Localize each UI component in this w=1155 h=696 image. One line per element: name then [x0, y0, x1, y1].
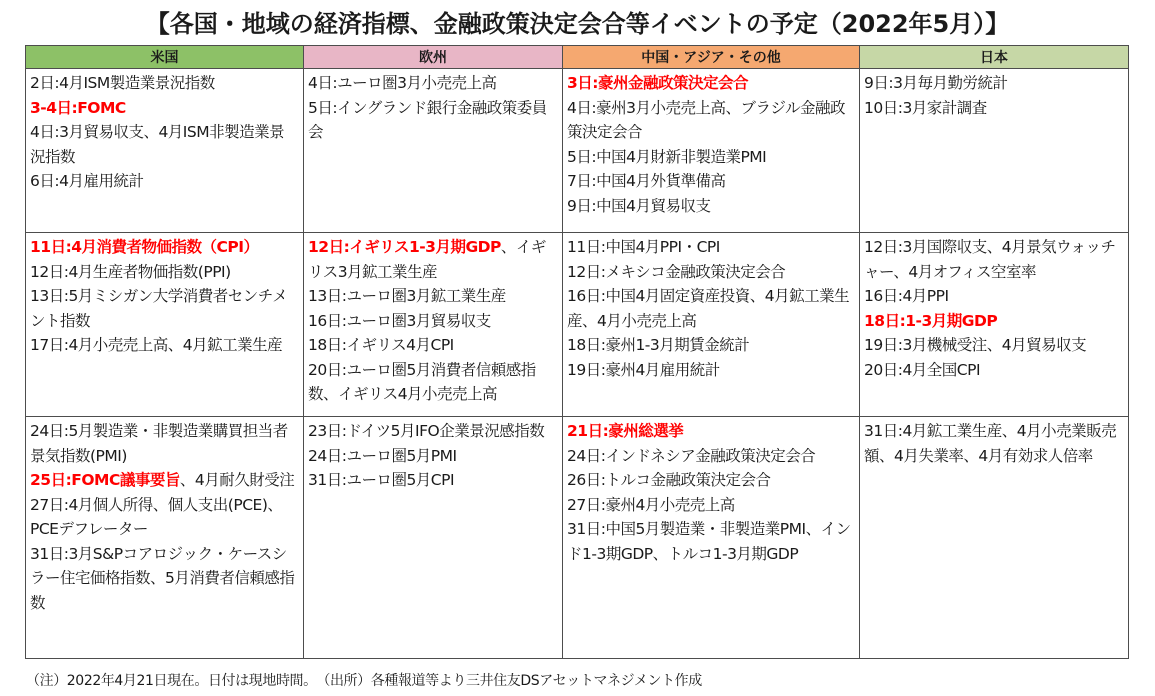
event-item: 21日:豪州総選挙 [567, 422, 684, 440]
event-item: 11日:中国4月PPI・CPI [567, 238, 720, 256]
event-item: 23日:ドイツ5月IFO企業景況感指数 [308, 422, 545, 440]
event-cell [563, 233, 860, 417]
event-cell [304, 233, 563, 417]
event-item: 24日:ユーロ圏5月PMI [308, 446, 457, 465]
event-cell [26, 233, 304, 417]
event-text: 、イギリス3月鉱工業生産 [308, 238, 546, 281]
event-item [308, 235, 558, 284]
table-row [26, 417, 1129, 659]
event-item: 31日:4月鉱工業生産、4月小売業販売額、4月失業率、4月有効求人倍率 [864, 422, 1117, 465]
event-item: 19日:3月機械受注、4月貿易収支 [864, 336, 1087, 354]
event-item: 18日:豪州1-3月期賃金統計 [567, 336, 750, 354]
column-header-europe: 欧州 [304, 46, 563, 69]
event-schedule-table [25, 45, 1129, 659]
event-cell [860, 417, 1129, 659]
event-item: 18日:1-3月期GDP [864, 311, 998, 330]
column-header-us: 米国 [26, 46, 304, 69]
event-text: 、4月耐久財受注 [179, 471, 295, 489]
event-item: 20日:4月全国CPI [864, 360, 981, 379]
event-item: 24日:インドネシア金融政策決定会合 [567, 446, 816, 465]
event-item: 16日:中国4月固定資産投資、4月鉱工業生産、4月小売売上高 [567, 287, 850, 330]
event-cell [563, 417, 860, 659]
event-item: 27日:豪州4月小売売上高 [567, 495, 735, 514]
header-row [26, 46, 1129, 69]
event-item: 12日:メキシコ金融政策決定会合 [567, 262, 786, 281]
event-item: 4日:ユーロ圏3月小売売上高 [308, 74, 497, 92]
event-item: 12日:4月生産者物価指数(PPI) [30, 262, 231, 281]
table-row [26, 233, 1129, 417]
event-item: 31日:ユーロ圏5月CPI [308, 471, 455, 489]
event-item: 27日:4月個人所得、個人支出(PCE)、PCEデフレーター [30, 495, 283, 538]
column-header-china-asia-other: 中国・アジア・その他 [563, 46, 860, 69]
event-item: 17日:4月小売売上高、4月鉱工業生産 [30, 336, 283, 354]
event-item: 26日:トルコ金融政策決定会合 [567, 471, 771, 489]
event-cell [26, 417, 304, 659]
event-item: 19日:豪州4月雇用統計 [567, 360, 720, 379]
page-title: 【各国・地域の経済指標、金融政策決定会合等イベントの予定（2022年5月）】 [145, 10, 1010, 38]
event-cell [860, 233, 1129, 417]
event-cell [304, 417, 563, 659]
event-cell [304, 69, 563, 233]
event-item: 31日:中国5月製造業・非製造業PMI、インド1-3期GDP、トルコ1-3月期GDP [567, 520, 851, 563]
event-item: 3日:豪州金融政策決定会合 [567, 74, 748, 92]
event-item [30, 468, 299, 493]
event-item: 3-4日:FOMC [30, 98, 126, 117]
event-item: 4日:3月貿易収支、4月ISM非製造業景況指数 [30, 123, 285, 166]
event-item: 16日:4月PPI [864, 287, 949, 305]
event-item: 9日:3月毎月勤労統計 [864, 74, 1008, 92]
event-cell [26, 69, 304, 233]
event-item: 2日:4月ISM製造業景況指数 [30, 74, 215, 92]
event-item: 24日:5月製造業・非製造業購買担当者景気指数(PMI) [30, 422, 288, 465]
event-item: 11日:4月消費者物価指数（CPI） [30, 238, 259, 256]
event-item: 5日:イングランド銀行金融政策委員会 [308, 98, 547, 141]
event-item: 7日:中国4月外貨準備高 [567, 172, 726, 190]
event-cell [563, 69, 860, 233]
table-row [26, 69, 1129, 233]
event-item: 6日:4月雇用統計 [30, 172, 144, 190]
event-item: 5日:中国4月財新非製造業PMI [567, 147, 767, 166]
column-header-japan: 日本 [860, 46, 1129, 69]
event-item: 13日:ユーロ圏3月鉱工業生産 [308, 287, 506, 305]
footnote: （注）2022年4月21日現在。日付は現地時間。 （出所）各種報道等より三井住友DSアセットマネジメント作成 [26, 673, 702, 689]
event-item: 10日:3月家計調査 [864, 98, 987, 117]
event-highlight-text: 25日:FOMC議事要旨 [30, 471, 180, 489]
event-item: 18日:イギリス4月CPI [308, 336, 454, 354]
event-item: 16日:ユーロ圏3月貿易収支 [308, 311, 491, 330]
event-item: 12日:3月国際収支、4月景気ウォッチャー、4月オフィス空室率 [864, 238, 1116, 281]
event-item: 9日:中国4月貿易収支 [567, 196, 711, 215]
event-highlight-text: 12日:イギリス1-3月期GDP [308, 238, 501, 256]
event-cell [860, 69, 1129, 233]
event-item: 4日:豪州3月小売売上高、ブラジル金融政策決定会合 [567, 98, 846, 141]
event-item: 13日:5月ミシガン大学消費者センチメント指数 [30, 287, 288, 330]
event-item: 31日:3月S&Pコアロジック・ケースシラー住宅価格指数、5月消費者信頼感指数 [30, 544, 295, 612]
event-item: 20日:ユーロ圏5月消費者信頼感指数、イギリス4月小売売上高 [308, 360, 536, 403]
